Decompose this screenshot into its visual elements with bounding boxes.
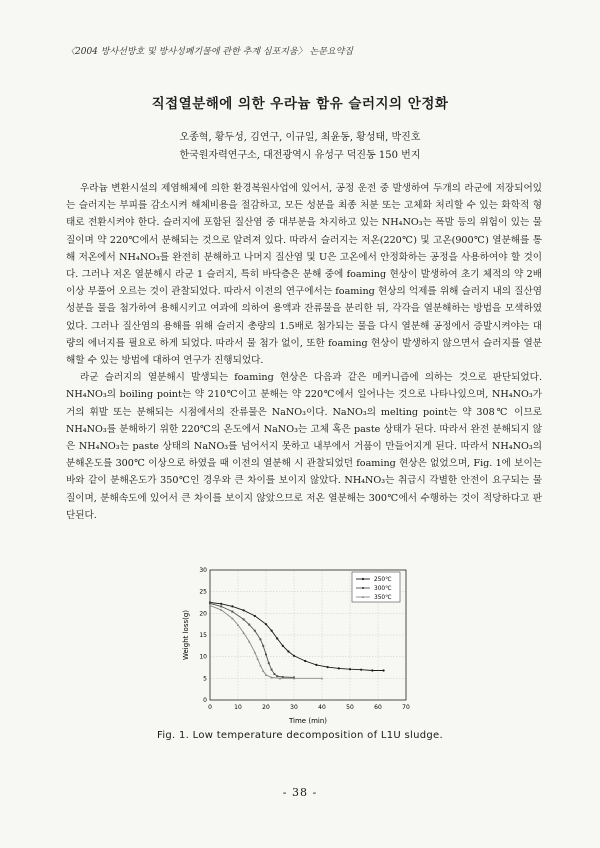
x-tick-label: 10: [234, 704, 242, 711]
data-point: [276, 675, 278, 677]
data-point: [349, 668, 351, 670]
figure-caption: Fig. 1. Low temperature decomposition of L1U sludge.: [157, 730, 443, 741]
data-point: [273, 673, 275, 675]
x-tick-label: 40: [318, 704, 326, 711]
y-tick-label: 30: [199, 567, 207, 574]
weight-loss-chart: [178, 560, 418, 728]
data-point: [209, 602, 211, 604]
legend-entry: 350℃: [374, 595, 392, 601]
x-tick-label: 60: [374, 704, 382, 711]
x-tick-label: 70: [402, 704, 410, 711]
weight-loss-figure: [178, 560, 418, 728]
data-point: [327, 666, 329, 668]
data-point: [220, 603, 222, 605]
data-point: [262, 645, 264, 647]
x-axis-label: Time (min): [288, 717, 328, 725]
data-point: [282, 676, 284, 678]
author-list: 오종혁, 황두성, 김연구, 이규일, 최윤동, 황성태, 박진호: [179, 132, 421, 143]
y-axis-label: Weight loss(g): [182, 609, 190, 661]
series-1: [209, 601, 385, 671]
data-point: [371, 669, 373, 671]
paragraph-1: 우라늄 변환시설의 제염해체에 의한 환경복원사업에 있어서, 공정 운전 중 발생하여 두개의 라군에 저장되어있는 슬러지는 부피를 감소시켜 해체비용을 절감하고, 모든 성분을 최종 처분 또는 고체화 처리할 수 있는 화학적 형태로 전환시켜야 한다. 슬러지에 포함된 질산염 중 대부분을 차지하고 있는 NH₄NO₃는 폭발 등의 위험이 있는 물질이며 약 220℃에서 분해되는 것으로 알려져 있다. 따라서 슬러지는 저온(220℃) 및 고온(900℃) 열분해를 통해 저온에서 NH₄NO₃를 완전히 분해하고 나머지 질산염 및 U은 고온에서 안정화하는 공정을 사용하여야 할 것이다. 그러나 저온 열분해시 라군 1 슬러지, 특히 바닥층은 분해 중에 foaming 현상이 발생하여 초기 체적의 약 2배 이상 부풀어 오르는 것이 관찰되었다. 따라서 이전의 연구에서는 foaming 현상의 억제를 위해 슬러지 내의 질산염 성분을 물을 첨가하여 용해시키고 여과에 의하여 용액과 잔류물을 분리한 뒤, 각각을 열분해하는 방법을 모색하였었다. 그러나 질산염의 용해를 위해 슬러지 총량의 1.5배로 첨가되는 물을 다시 열분해 공정에서 증발시켜야는 대량의 에너지를 필요로 하게 되었다. 따라서 물 첨가 없이, 또한 foaming 현상이 발생하지 않으면서 슬러지를 열분해할 수 있는 방법에 대하여 연구가 진행되었다.: [66, 183, 542, 367]
x-tick-label: 30: [290, 704, 298, 711]
y-tick-label: 0: [203, 697, 207, 704]
data-point: [254, 615, 256, 617]
data-point: [362, 578, 364, 580]
data-point: [360, 669, 362, 671]
body-text: [66, 180, 542, 524]
data-point: [276, 637, 278, 639]
data-point: [254, 630, 256, 632]
data-point: [220, 605, 222, 607]
affiliation: 한국원자력연구소, 대전광역시 유성구 덕진동 150 번지: [179, 150, 421, 161]
data-point: [265, 654, 267, 656]
paper-title: 직접열분해에 의한 우라늄 함유 슬러지의 안정화: [151, 96, 449, 112]
y-tick-label: 20: [199, 610, 207, 618]
data-point: [231, 605, 233, 607]
data-point: [243, 618, 245, 620]
x-tick-label: 50: [346, 704, 354, 711]
y-tick-label: 25: [199, 588, 207, 596]
header-note: 〈2004 방사선방호 및 방사성폐기물에 관한 추계 심포지움〉 논문요약집: [66, 47, 353, 57]
data-point: [282, 645, 284, 647]
x-tick-label: 0: [208, 704, 212, 711]
page-number: - 38 -: [282, 786, 318, 799]
data-point: [243, 609, 245, 611]
data-point: [248, 624, 250, 626]
data-point: [231, 611, 233, 613]
legend-entry: 300℃: [374, 586, 392, 592]
data-point: [259, 638, 261, 640]
paragraph-2: 라군 슬러지의 열분해시 발생되는 foaming 현상은 다음과 같은 메커니즘에 의하는 것으로 판단되었다. NH₄NO₃의 boiling point는 약 210℃이고 분해는 약 220℃에서 일어나는 것으로 나타나있으며, NH₄NO₃가 거의 휘발 또는 분해되는 시점에서의 잔류물은 NaNO₃이다. NaNO₃의 melting point는 약 308℃ 이므로 NH₄NO₃를 분해하기 위한 220℃의 온도에서 NaNO₃는 고체 혹은 paste 상태가 된다. 따라서 완전 분해되지 않은 NH₄NO₃는 paste 상태의 NaNO₃를 넘어서지 못하고 내부에서 거품이 만들어지게 된다. 따라서 NH₄NO₃의 분해온도를 300℃ 이상으로 하였을 때 이전의 열분해 시 관찰되었던 foaming 현상은 없었으며, Fig. 1에 보이는 바와 같이 분해온도가 350℃인 경우와 큰 차이를 보이지 않았다. NH₄NO₃는 취급시 각별한 안전이 요구되는 물질이며, 분해속도에 있어서 큰 차이를 보이지 않았으므로 저온 열분해는 300℃에서 수행하는 것이 적당하다고 판단된다.: [66, 372, 542, 521]
y-tick-label: 10: [199, 653, 207, 661]
data-point: [271, 630, 273, 632]
data-point: [304, 660, 306, 662]
y-tick-label: 5: [203, 675, 207, 683]
y-tick-label: 15: [199, 632, 207, 639]
x-tick-label: 20: [262, 704, 270, 711]
data-point: [287, 650, 289, 652]
data-point: [362, 587, 364, 589]
data-point: [265, 623, 267, 625]
data-point: [268, 662, 270, 664]
legend-entry: 250℃: [374, 577, 392, 583]
series-2: [209, 602, 295, 678]
data-point: [271, 669, 273, 671]
series-line: [210, 603, 384, 671]
data-point: [338, 667, 340, 669]
data-point: [383, 669, 385, 671]
data-point: [293, 655, 295, 657]
data-point: [315, 664, 317, 666]
